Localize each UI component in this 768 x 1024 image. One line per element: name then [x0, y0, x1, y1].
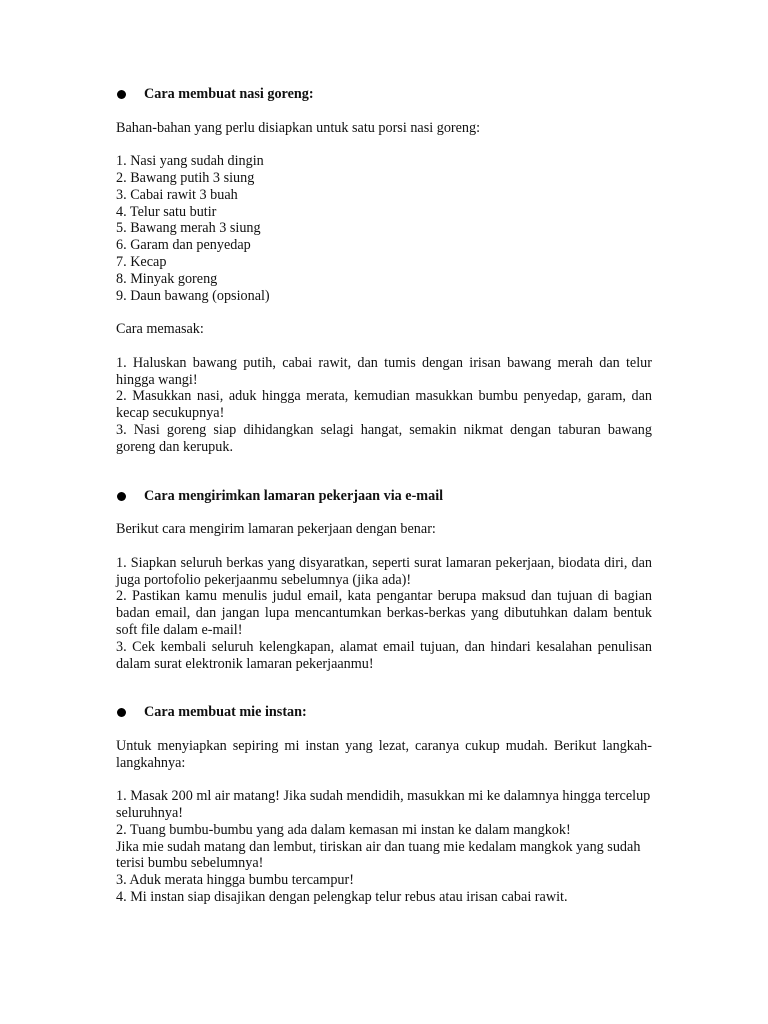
list-item: 8. Minyak goreng [116, 270, 218, 287]
step-item: 2. Pastikan kamu menulis judul email, kata pengantar berupa maksud dan tujuan di bagian badan email, dan jangan lupa mencantumkan berkas-berkas yang dibutuhkan dalam bentuk soft file dalam e-mail! [116, 588, 652, 638]
step-list-mie-instan [116, 788, 652, 906]
list-item: 4. Telur satu butir [116, 203, 217, 220]
ingredient-list [116, 153, 652, 304]
step-item: 2. Tuang bumbu-bumbu yang ada dalam kemasan mi instan ke dalam mangkok! [116, 821, 571, 838]
section-heading-mie-instan: Cara membuat mie instan: [116, 704, 652, 721]
step-item: 3. Cek kembali seluruh kelengkapan, alamat email tujuan, dan hindari kesalahan penulisan dalam surat elektronik lamaran pekerjaanmu! [116, 638, 652, 672]
list-item: 3. Cabai rawit 3 buah [116, 186, 238, 203]
step-item: 4. Mi instan siap disajikan dengan pelengkap telur rebus atau irisan cabai rawit. [116, 889, 568, 906]
step-item: 2. Masukkan nasi, aduk hingga merata, kemudian masukkan bumbu penyedap, garam, dan kecap secukupnya! [116, 388, 652, 422]
step-list-nasi-goreng [116, 355, 652, 456]
step-item: 1. Siapkan seluruh berkas yang disyaratkan, seperti surat lamaran pekerjaan, biodata diri, dan juga portofolio pekerjaanmu sebelumnya (jika ada)! [116, 554, 652, 588]
list-item: 2. Bawang putih 3 siung [116, 169, 255, 186]
list-item: 6. Garam dan penyedap [116, 237, 251, 254]
step-item: 1. Masak 200 ml air matang! Jika sudah mendidih, masukkan mi ke dalamnya hingga tercelup seluruhnya! [116, 788, 651, 822]
list-item: 7. Kecap [116, 253, 167, 270]
document-page [116, 86, 652, 906]
bullet-icon [117, 708, 126, 717]
list-item: 5. Bawang merah 3 siung [116, 220, 261, 237]
bullet-icon [117, 90, 126, 99]
list-item: 9. Daun bawang (opsional) [116, 287, 270, 304]
step-item: 3. Nasi goreng siap dihidangkan selagi hangat, semakin nikmat dengan taburan bawang goreng dan kerupuk. [116, 421, 652, 455]
bullet-icon [117, 492, 126, 501]
step-item: 3. Aduk merata hingga bumbu tercampur! [116, 872, 354, 889]
section-heading-nasi-goreng: Cara membuat nasi goreng: [116, 86, 652, 103]
step-item: 1. Haluskan bawang putih, cabai rawit, dan tumis dengan irisan bawang merah dan telur hingga wangi! [116, 354, 652, 388]
intro-lamaran: Berikut cara mengirim lamaran pekerjaan dengan benar: [116, 521, 436, 538]
intro-mie-instan: Untuk menyiapkan sepiring mi instan yang lezat, caranya cukup mudah. Berikut langkah-langkahnya: [116, 737, 652, 771]
section-heading-lamaran: Cara mengirimkan lamaran pekerjaan via e-mail [116, 488, 652, 505]
method-title: Cara memasak: [116, 321, 204, 338]
step-list-lamaran [116, 555, 652, 673]
list-item: 1. Nasi yang sudah dingin [116, 153, 264, 170]
step-item: Jika mie sudah matang dan lembut, tiriskan air dan tuang mie kedalam mangkok yang sudah terisi bumbu sebelumnya! [116, 838, 641, 872]
intro-nasi-goreng: Bahan-bahan yang perlu disiapkan untuk satu porsi nasi goreng: [116, 119, 481, 136]
